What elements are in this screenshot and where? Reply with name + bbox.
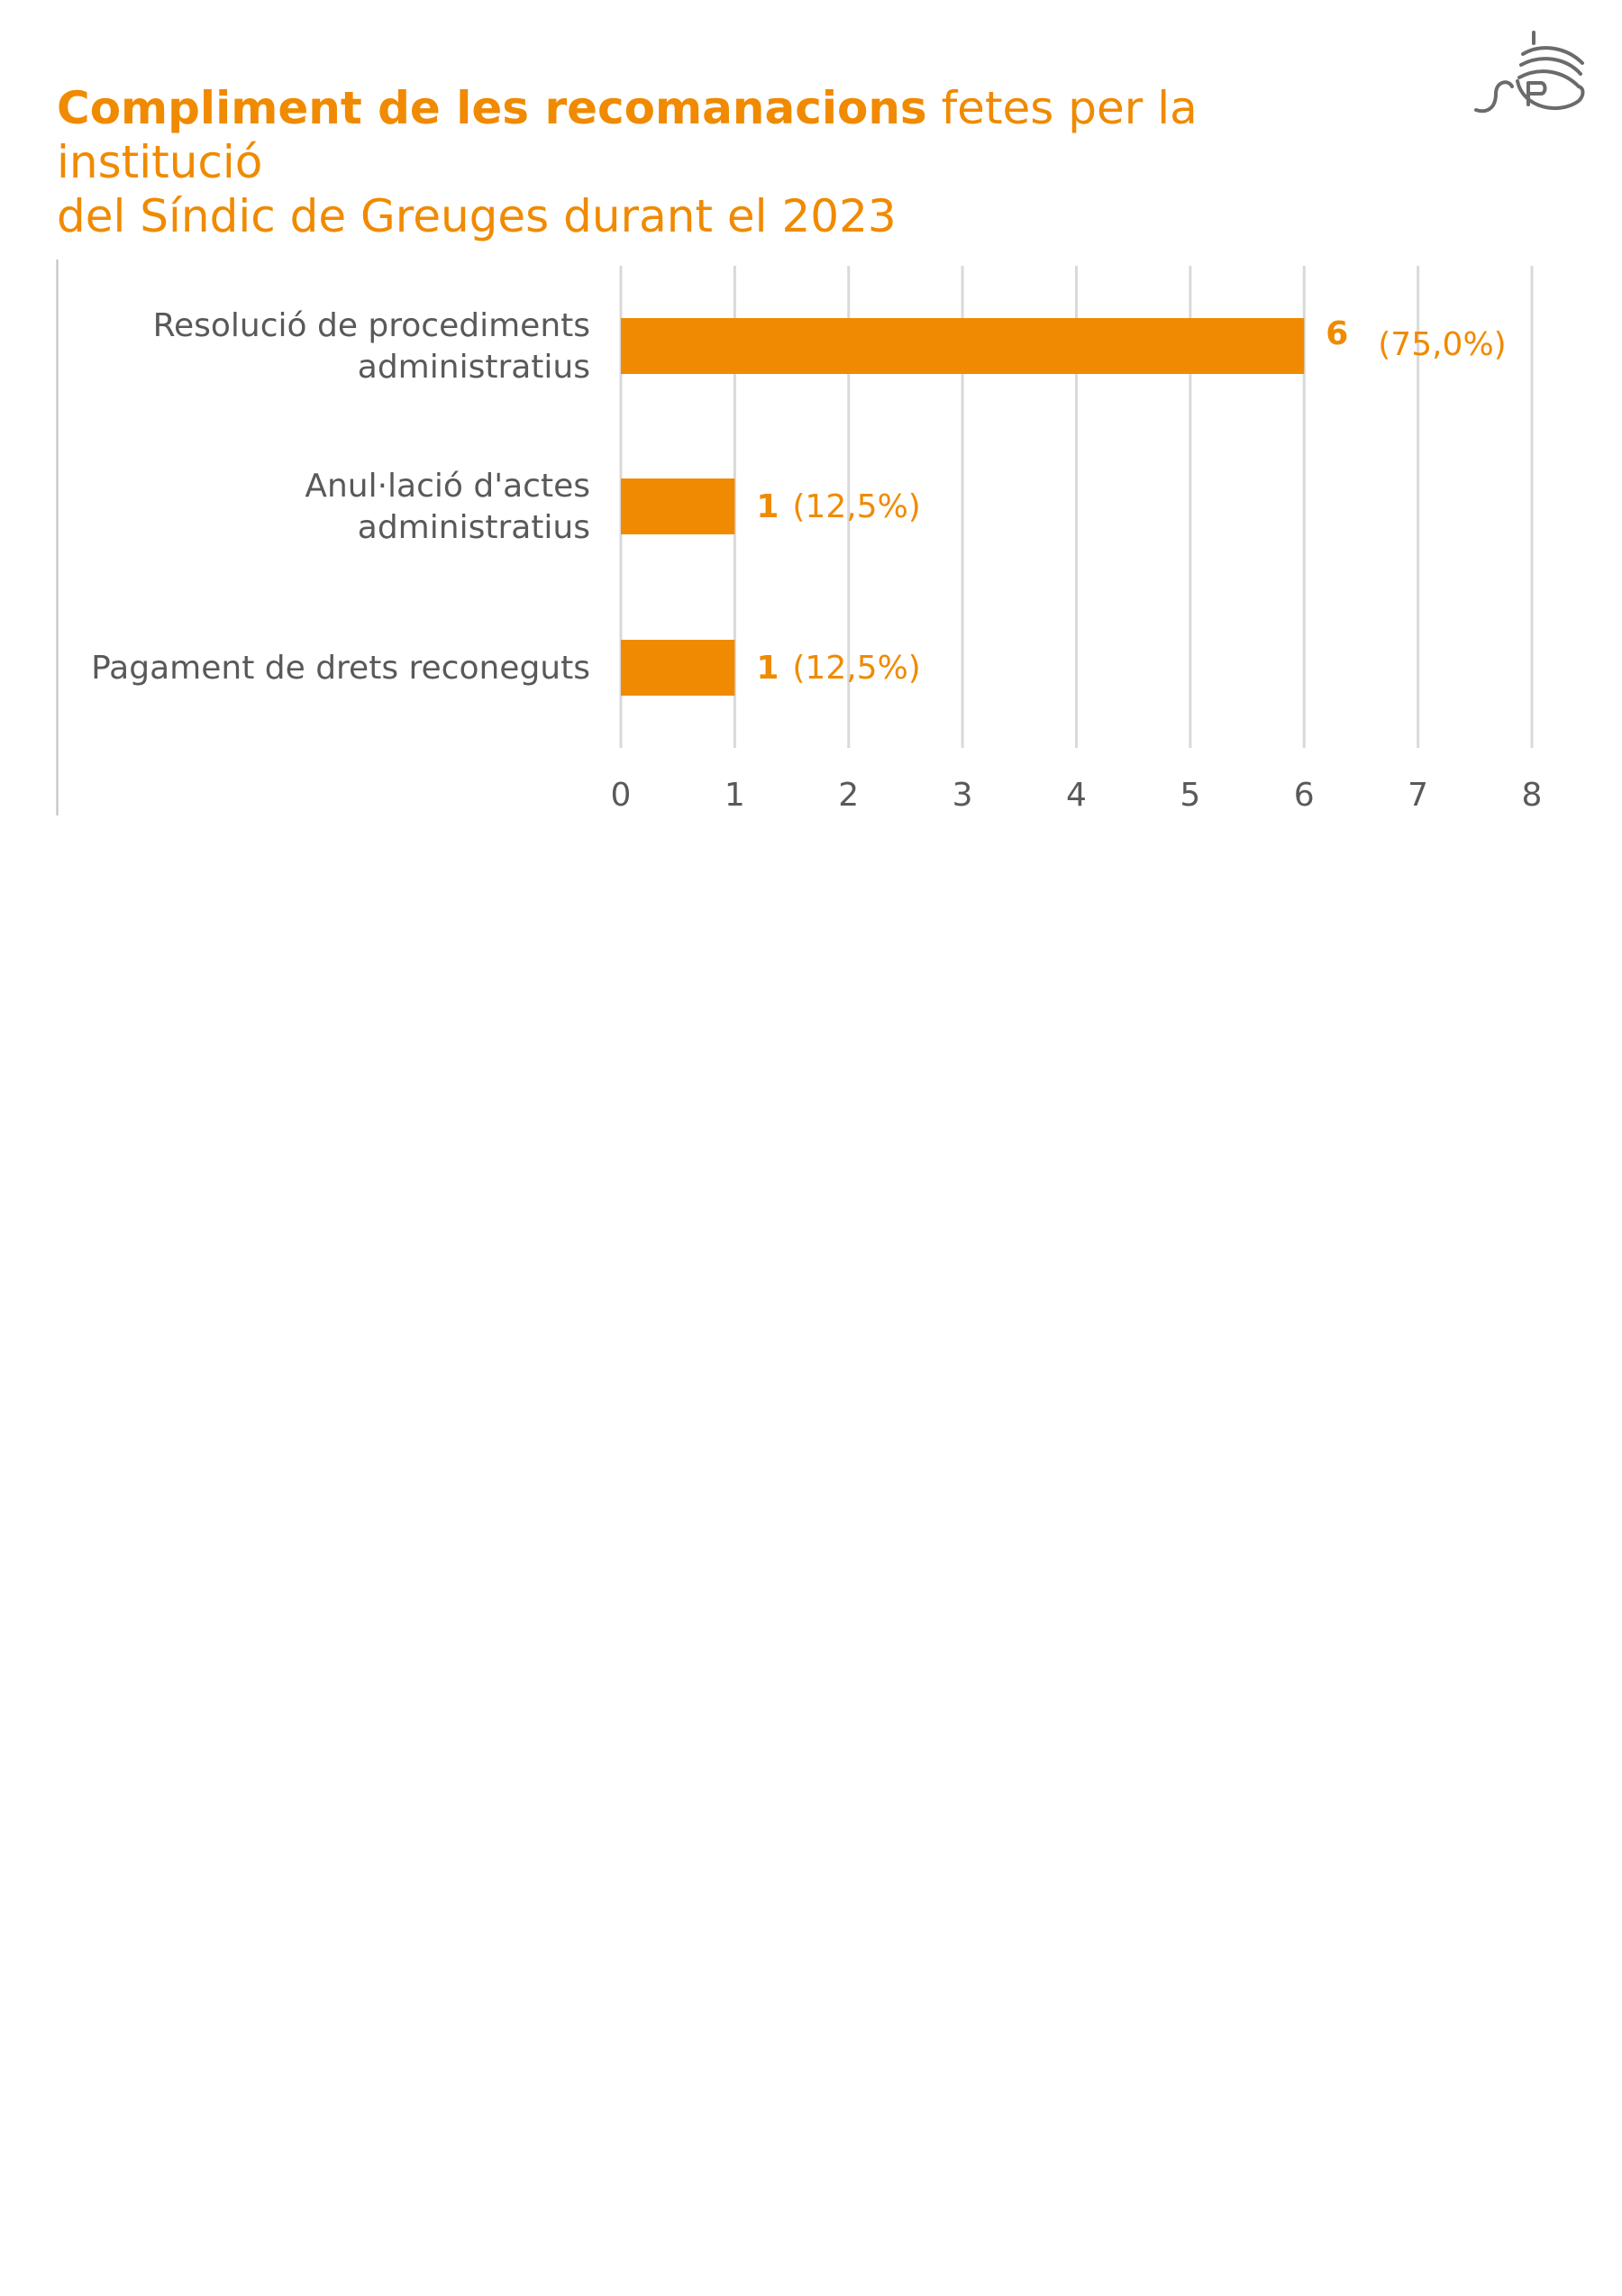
x-tick-label: 4 (1066, 777, 1087, 814)
category-labels (91, 307, 590, 687)
x-tick-label: 6 (1293, 777, 1315, 814)
data-label-percent: (12,5%) (792, 650, 921, 687)
x-axis-ticks (611, 777, 1543, 814)
bar (621, 640, 734, 696)
chart-title-line2: del Síndic de Greuges durant el 2023 (57, 190, 897, 242)
data-label-value: 6 (1326, 315, 1349, 352)
x-tick-label: 1 (724, 777, 745, 814)
chart-title-bold: Compliment de les recomanacions (57, 82, 927, 134)
x-tick-label: 8 (1521, 777, 1543, 814)
data-label-percent: (75,0%) (1378, 326, 1507, 363)
bar (621, 318, 1304, 374)
x-tick-label: 2 (838, 777, 860, 814)
x-tick-label: 5 (1180, 777, 1201, 814)
data-label-percent: (12,5%) (792, 488, 921, 525)
category-label: administratius (357, 509, 590, 546)
category-label: Resolució de procediments (152, 307, 590, 344)
data-label-value: 1 (756, 488, 779, 525)
category-label: Anul·lació d'actes (305, 468, 590, 505)
category-label: administratius (357, 349, 590, 386)
x-tick-label: 3 (952, 777, 973, 814)
x-tick-label: 7 (1408, 777, 1429, 814)
data-label-value: 1 (756, 650, 779, 687)
chart-title-rest: fetes per la institució (57, 82, 1198, 188)
x-tick-label: 0 (610, 777, 632, 814)
category-label: Pagament de drets reconeguts (91, 650, 590, 687)
bar (621, 478, 734, 534)
bar-chart (0, 0, 1622, 847)
